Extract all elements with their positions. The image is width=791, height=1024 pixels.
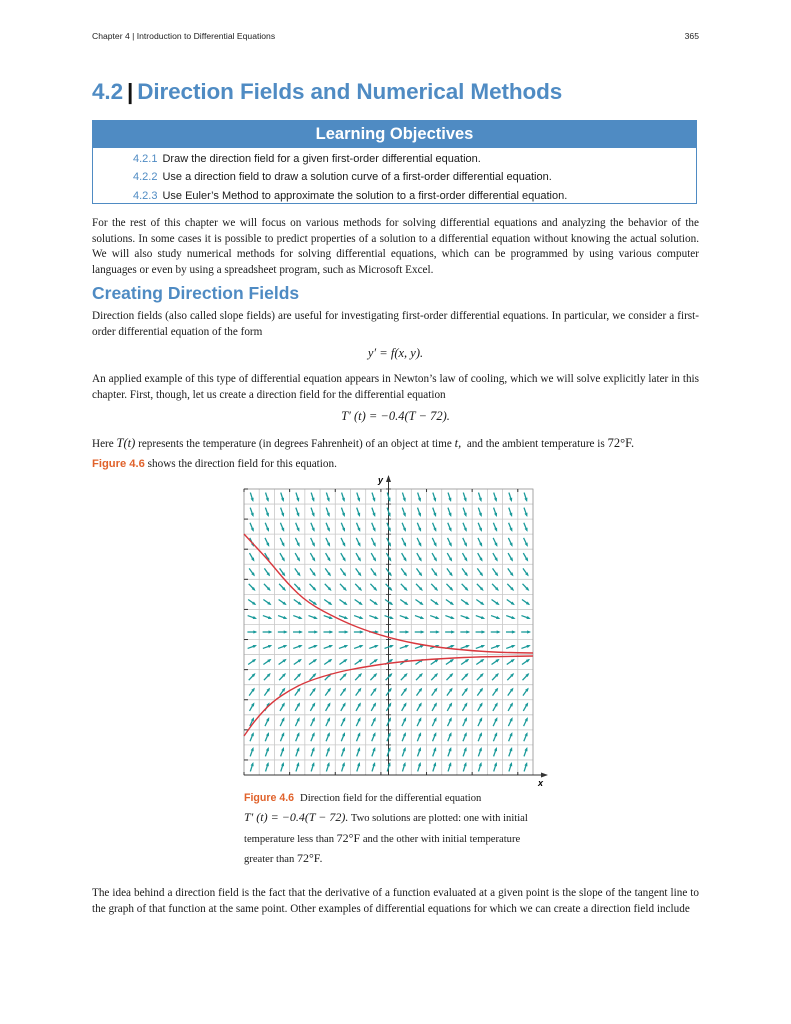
caption-equation: T′ (t) = −0.4(T − 72). xyxy=(244,810,349,825)
intro-paragraph: For the rest of this chapter we will focus on various methods for solving differential equations and analyzing the behavior of the solutions. In some cases it is possible to predict properties of a solution to a differential equation without knowing the actual solution. We will also study numerical methods for solving differential equations, which can be programmed by using various computer languages or even by using a spreadsheet program, such as Microsoft Excel. xyxy=(92,217,699,276)
para3-suffix: shows the direction field for this equation. xyxy=(147,458,337,470)
section-number: 4.2 xyxy=(92,79,123,104)
caption-rest2: and the other with initial temperature greater than xyxy=(244,833,521,865)
objective-number: 4.2.3 xyxy=(133,189,158,202)
figure-caption xyxy=(244,789,544,869)
learning-objective-item xyxy=(133,187,696,205)
learning-objectives-box xyxy=(92,120,697,204)
objective-number: 4.2.1 xyxy=(133,153,158,165)
objective-text: Use a direction field to draw a solution curve of a first-order differential equation. xyxy=(162,171,552,184)
caption-figure-label: Figure 4.6 xyxy=(244,792,295,804)
figure-4-6-link[interactable]: Figure 4.6 xyxy=(92,458,145,470)
equation-general-form: y′ = f(x, y). xyxy=(367,346,424,360)
math-t: t, xyxy=(454,436,462,450)
caption-text: Direction field for the differential equation xyxy=(300,793,482,804)
equation-newton-cooling: T′ (t) = −0.4(T − 72). xyxy=(341,409,450,423)
caption-72F-1: 72°F xyxy=(336,830,361,845)
section-separator: | xyxy=(126,79,134,104)
objective-text: Use Euler’s Method to approximate the solution to a first-order differential equation. xyxy=(162,189,568,202)
closing-paragraph: The idea behind a direction field is the fact that the derivative of a function evaluated at a given point is the slope of the tangent line to the graph of that function at the same point. Other examples of differential equations for which we can create a direction field include xyxy=(92,887,699,915)
learning-objective-item xyxy=(133,168,696,186)
math-72F: 72°F. xyxy=(607,436,635,450)
caption-rest1: Two solutions are plotted: one with initial temperature less than xyxy=(244,813,528,845)
objective-text: Draw the direction field for a given first-order differential equation. xyxy=(162,153,481,165)
learning-objectives-list xyxy=(93,148,696,205)
temperature-paragraph xyxy=(92,433,699,474)
direction-field-figure xyxy=(236,470,556,790)
running-head-chapter: Chapter 4 | Introduction to Differential Equations xyxy=(92,31,276,41)
section-title xyxy=(92,79,562,105)
objective-number: 4.2.2 xyxy=(133,171,158,184)
caption-72F-2: 72°F. xyxy=(296,850,323,865)
math-T-of-t: T(t) xyxy=(116,436,136,450)
learning-objective-item xyxy=(133,150,696,168)
para3-prefix: Here xyxy=(92,438,114,450)
y-axis-label: y xyxy=(378,475,384,485)
direction-fields-paragraph: Direction fields (also called slope fields) are useful for investigating first-order differential equations. In particular, we consider a first-order differential equation of the form xyxy=(92,310,699,338)
x-axis-label: x xyxy=(538,778,544,788)
para3-after: and the ambient temperature is xyxy=(466,438,605,450)
page-number: 365 xyxy=(684,31,699,41)
para3-middle: represents the temperature (in degrees Fahrenheit) of an object at time xyxy=(138,438,452,450)
direction-field-plot xyxy=(236,470,556,790)
newton-cooling-paragraph: An applied example of this type of differential equation appears in Newton’s law of cooling, which we will solve explicitly later in this chapter. First, though, let us create a direction field for the differential equation xyxy=(92,373,699,401)
running-head xyxy=(92,31,699,45)
section-title-text: Direction Fields and Numerical Methods xyxy=(137,79,563,104)
subsection-heading: Creating Direction Fields xyxy=(92,283,300,303)
learning-objectives-heading: Learning Objectives xyxy=(93,121,696,148)
